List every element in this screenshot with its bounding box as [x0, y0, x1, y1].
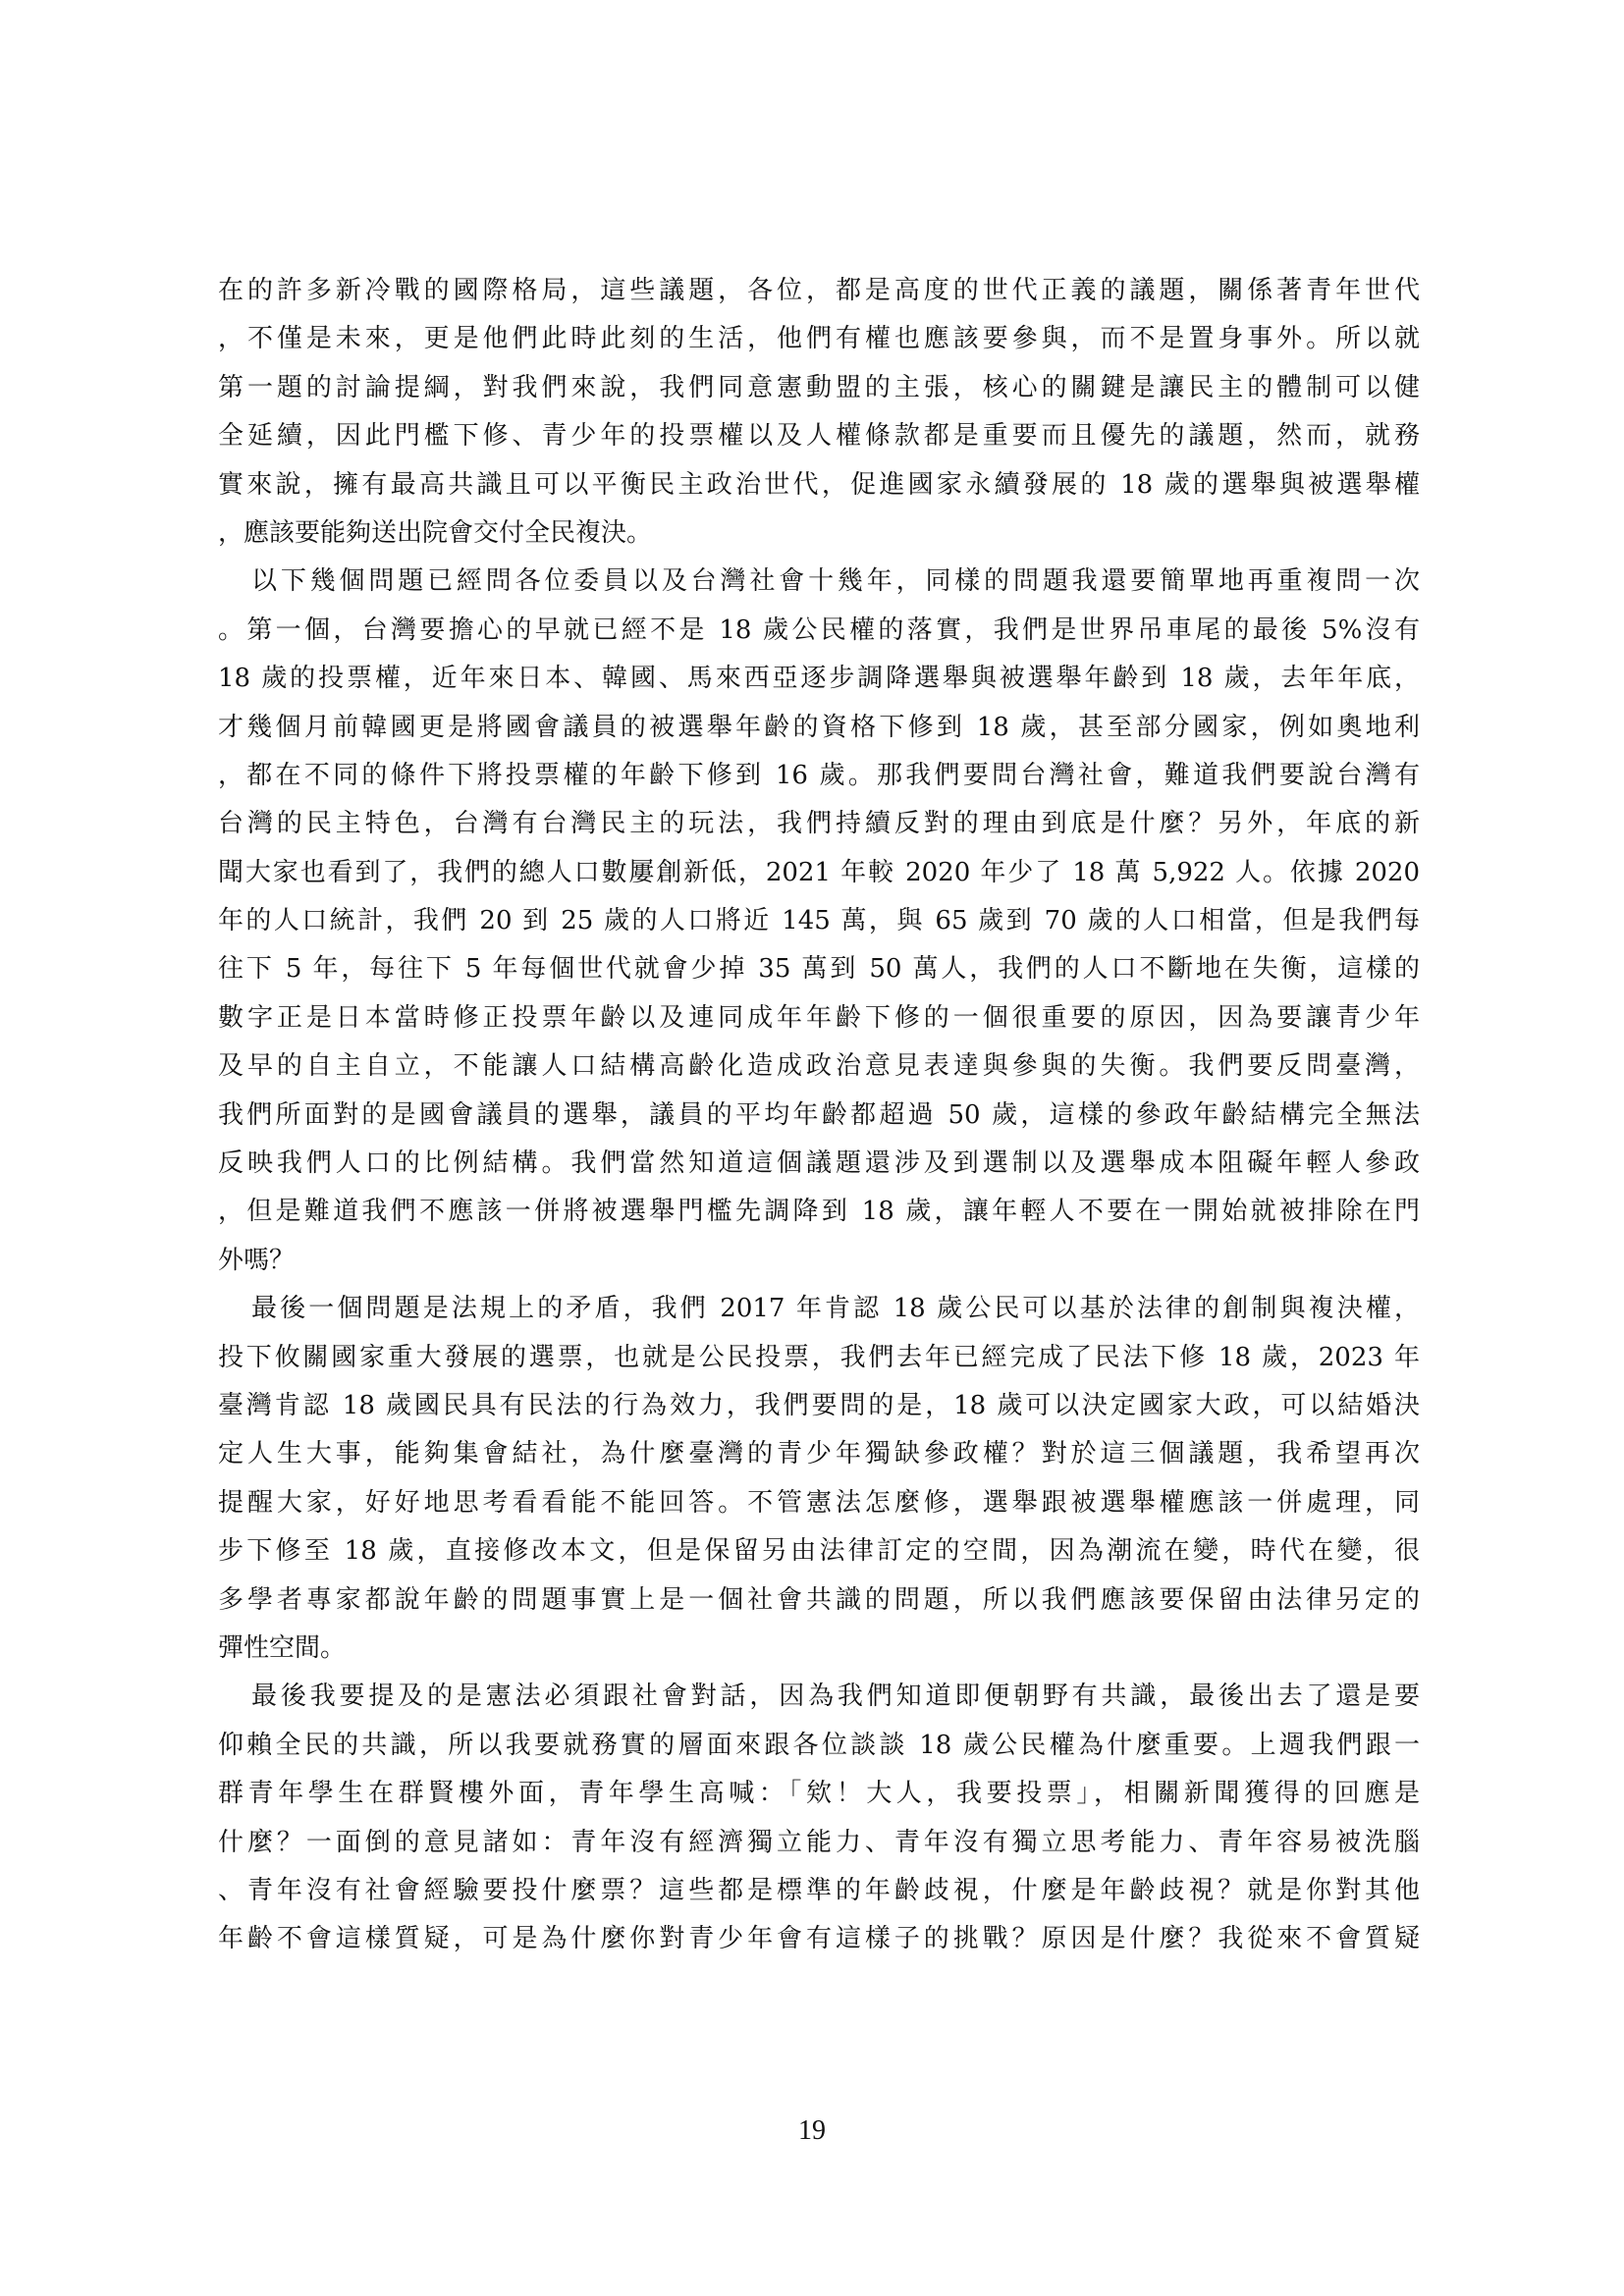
- text-line: 台灣的民主特色，台灣有台灣民主的玩法，我們持續反對的理由到底是什麼？另外，年底的新: [218, 809, 1420, 839]
- text-line: ，都在不同的條件下將投票權的年齡下修到 16 歲。那我們要問台灣社會，難道我們要說台灣有: [218, 760, 1420, 790]
- text-line: ，但是難道我們不應該一併將被選舉門檻先調降到 18 歲，讓年輕人不要在一開始就被排除在門: [218, 1197, 1420, 1227]
- text-line: 全延續，因此門檻下修、青少年的投票權以及人權條款都是重要而且優先的議題，然而，就務: [218, 421, 1420, 452]
- text-line: 第一題的討論提綱，對我們來說，我們同意憲動盟的主張，核心的關鍵是讓民主的體制可以健: [218, 372, 1420, 402]
- text-line: 18 歲的投票權，近年來日本、韓國、馬來西亞逐步調降選舉與被選舉年齡到 18 歲，去年年底，: [218, 664, 1420, 694]
- text-line: 彈性空間。: [218, 1632, 347, 1663]
- text-line: 步下修至 18 歲，直接修改本文，但是保留另由法律訂定的空間，因為潮流在變，時代在變，很: [218, 1536, 1420, 1567]
- text-line: 最後一個問題是法規上的矛盾，我們 2017 年肯認 18 歲公民可以基於法律的創制與複決權，: [251, 1294, 1420, 1324]
- text-line: ，應該要能夠送出院會交付全民複決。: [218, 517, 653, 548]
- text-line: 才幾個月前韓國更是將國會議員的被選舉年齡的資格下修到 18 歲，甚至部分國家，例如奧地利: [218, 712, 1420, 742]
- text-line: 群青年學生在群賢樓外面，青年學生高喊：「欸！大人，我要投票」，相關新聞獲得的回應是: [218, 1779, 1420, 1809]
- text-line: 年的人口統計，我們 20 到 25 歲的人口將近 145 萬，與 65 歲到 70 歲的人口相當，但是我們每: [218, 906, 1420, 936]
- page-number: 19: [798, 2115, 826, 2146]
- text-line: 、青年沒有社會經驗要投什麼票？這些都是標準的年齡歧視，什麼是年齡歧視？就是你對其他: [218, 1875, 1420, 1905]
- text-line: 數字正是日本當時修正投票年齡以及連同成年年齡下修的一個很重要的原因，因為要讓青少年: [218, 1002, 1420, 1033]
- paragraph: [218, 1285, 1420, 1673]
- text-line: 實來說，擁有最高共識且可以平衡民主政治世代，促進國家永續發展的 18 歲的選舉與被選舉權: [218, 469, 1420, 500]
- text-line: 提醒大家，好好地思考看看能不能回答。不管憲法怎麼修，選舉跟被選舉權應該一併處理，同: [218, 1487, 1420, 1518]
- text-line: 往下 5 年，每往下 5 年每個世代就會少掉 35 萬到 50 萬人，我們的人口不斷地在失衡，這樣的: [218, 954, 1420, 985]
- text-line: 在的許多新冷戰的國際格局，這些議題，各位，都是高度的世代正義的議題，關係著青年世代: [218, 276, 1420, 305]
- paragraph: [218, 558, 1420, 1285]
- text-line: 多學者專家都說年齡的問題事實上是一個社會共識的問題，所以我們應該要保留由法律另定的: [218, 1584, 1420, 1615]
- text-line: 什麼？一面倒的意見諸如：青年沒有經濟獨立能力、青年沒有獨立思考能力、青年容易被洗腦: [218, 1827, 1420, 1857]
- text-line: ，不僅是未來，更是他們此時此刻的生活，他們有權也應該要參與，而不是置身事外。所以就: [218, 324, 1420, 354]
- text-line: 定人生大事，能夠集會結社，為什麼臺灣的青少年獨缺參政權？對於這三個議題，我希望再次: [218, 1439, 1420, 1469]
- text-line: 仰賴全民的共識，所以我要就務實的層面來跟各位談談 18 歲公民權為什麼重要。上週我們跟一: [218, 1730, 1420, 1760]
- text-line: 及早的自主自立，不能讓人口結構高齡化造成政治意見表達與參與的失衡。我們要反問臺灣，: [218, 1051, 1420, 1082]
- text-line: 最後我要提及的是憲法必須跟社會對話，因為我們知道即便朝野有共識，最後出去了還是要: [251, 1682, 1420, 1712]
- text-line: 臺灣肯認 18 歲國民具有民法的行為效力，我們要問的是，18 歲可以決定國家大政，可以結婚決: [218, 1390, 1420, 1420]
- paragraph: [218, 1673, 1420, 1963]
- text-line: 。第一個，台灣要擔心的早就已經不是 18 歲公民權的落實，我們是世界吊車尾的最後 5%沒有: [218, 614, 1420, 645]
- text-line: 我們所面對的是國會議員的選舉，議員的平均年齡都超過 50 歲，這樣的參政年齡結構完全無法: [218, 1099, 1420, 1130]
- text-line: 外嗎？: [218, 1245, 296, 1275]
- text-line: 反映我們人口的比例結構。我們當然知道這個議題還涉及到選制以及選舉成本阻礙年輕人參政: [218, 1148, 1420, 1179]
- document-body: [218, 267, 1420, 1964]
- text-line: 聞大家也看到了，我們的總人口數屢創新低，2021 年較 2020 年少了 18 萬 5,922 人。依據 2020: [218, 857, 1420, 887]
- text-line: 年齡不會這樣質疑，可是為什麼你對青少年會有這樣子的挑戰？原因是什麼？我從來不會質疑: [218, 1924, 1420, 1954]
- paragraph: [218, 267, 1420, 558]
- text-line: 投下攸關國家重大發展的選票，也就是公民投票，我們去年已經完成了民法下修 18 歲，2023 年: [218, 1342, 1420, 1372]
- text-line: 以下幾個問題已經問各位委員以及台灣社會十幾年，同樣的問題我還要簡單地再重複問一次: [251, 566, 1420, 597]
